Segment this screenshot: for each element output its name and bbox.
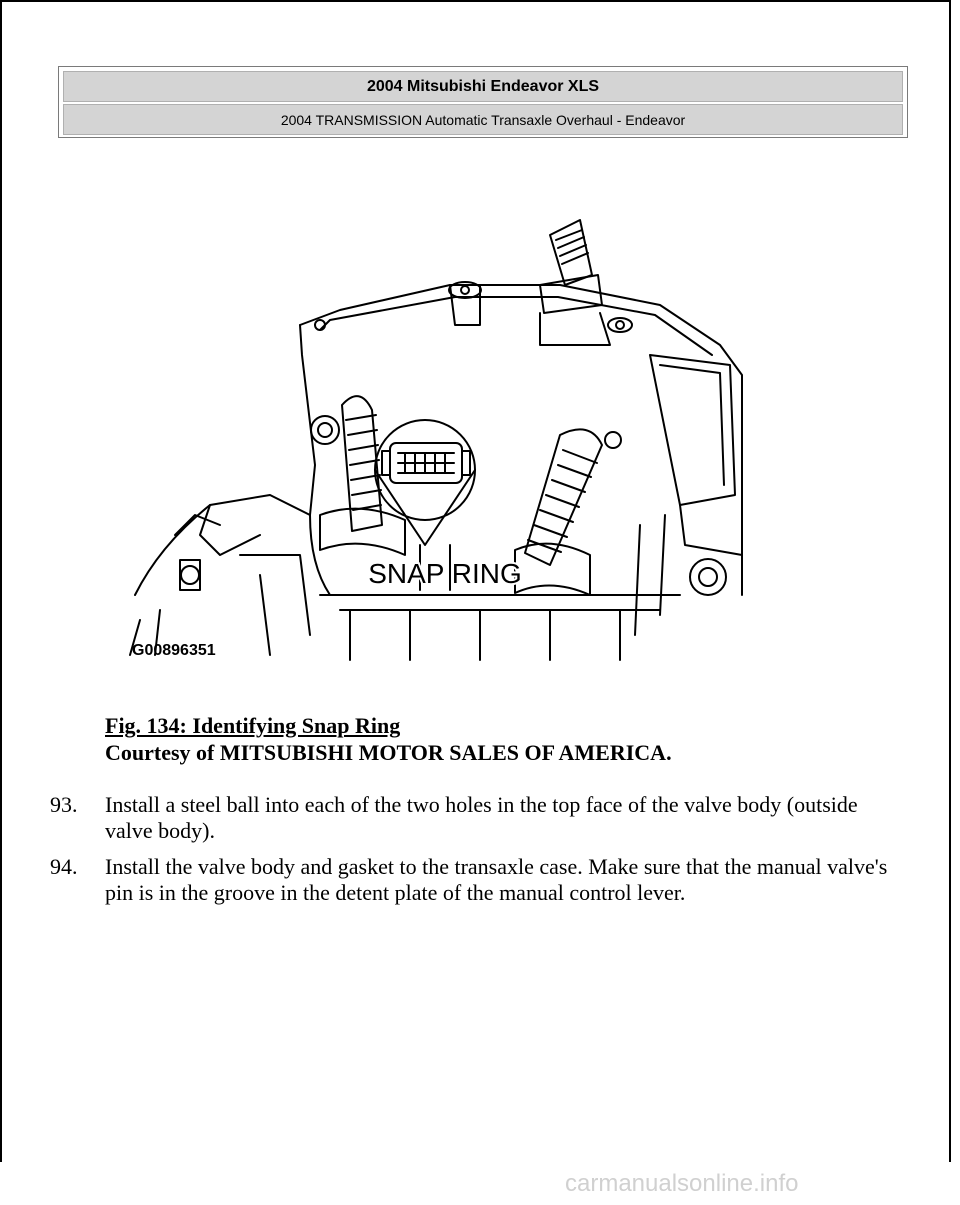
header-title: 2004 Mitsubishi Endeavor XLS bbox=[63, 71, 903, 102]
figure-title: Fig. 134: Identifying Snap Ring bbox=[105, 713, 401, 738]
step-number: 93. bbox=[50, 792, 78, 817]
figure-courtesy: Courtesy of MITSUBISHI MOTOR SALES OF AMERICA. bbox=[105, 740, 672, 765]
page-border-left bbox=[0, 0, 2, 1162]
site-watermark: carmanualsonline.info bbox=[565, 1170, 799, 1197]
document-header bbox=[58, 66, 908, 138]
procedure-step bbox=[50, 792, 890, 844]
step-text: Install the valve body and gasket to the transaxle case. Make sure that the manual valve's pin is in the groove in the detent plate of the manual control lever. bbox=[105, 854, 888, 905]
procedure-step bbox=[50, 854, 890, 906]
procedure-steps bbox=[50, 792, 890, 916]
page-border-top bbox=[0, 0, 951, 2]
step-number: 94. bbox=[50, 854, 78, 879]
snap-ring-illustration bbox=[120, 215, 745, 665]
figure-code: G00896351 bbox=[132, 642, 216, 659]
page-border-right bbox=[949, 0, 951, 1162]
callout-label: SNAP RING bbox=[368, 558, 522, 589]
step-text: Install a steel ball into each of the two holes in the top face of the valve body (outside valve body). bbox=[105, 792, 858, 843]
figure-caption bbox=[105, 712, 905, 766]
header-subtitle: 2004 TRANSMISSION Automatic Transaxle Overhaul - Endeavor bbox=[63, 104, 903, 135]
